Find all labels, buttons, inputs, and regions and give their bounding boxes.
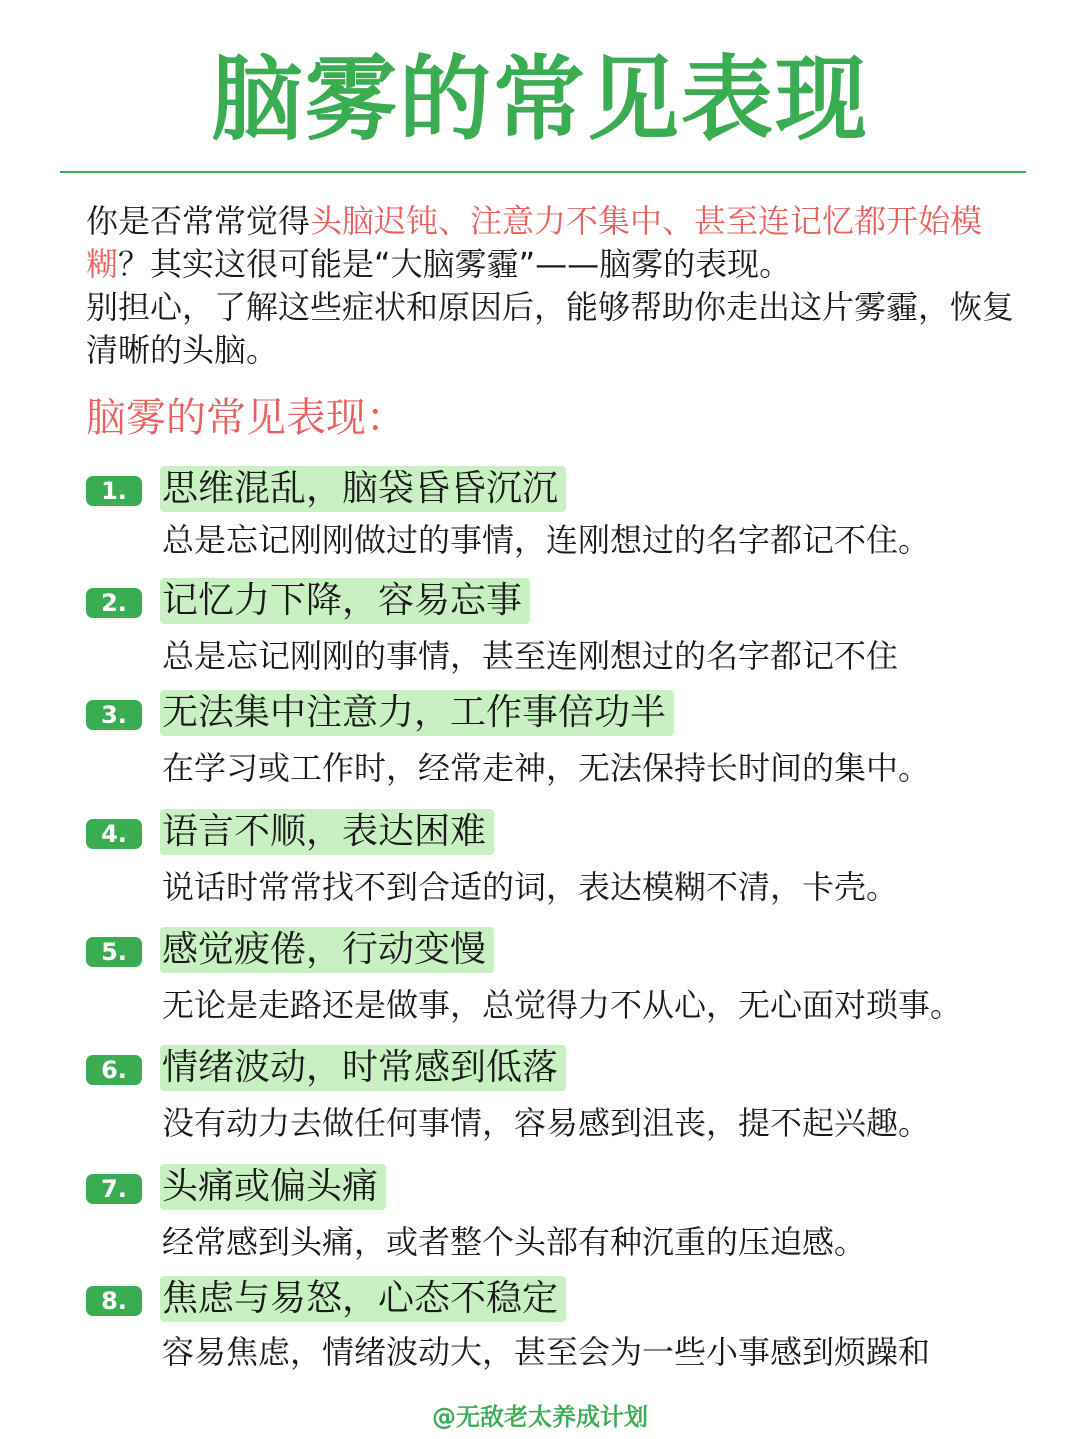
item-heading: 语言不顺，表达困难: [160, 809, 494, 855]
item-number-badge: 3.: [86, 700, 142, 730]
item-heading: 焦虑与易怒，心态不稳定: [160, 1276, 566, 1322]
item-heading: 记忆力下降，容易忘事: [160, 578, 530, 624]
item-description: 无论是走路还是做事，总觉得力不从心，无心面对琐事。: [162, 986, 963, 1024]
intro-highlight: 头脑迟钝、注意力不集中、甚至连记忆都开始模糊: [86, 202, 983, 283]
item-description: 总是忘记刚刚的事情，甚至连刚想过的名字都记不住: [162, 637, 899, 675]
item-description: 在学习或工作时，经常走神，无法保持长时间的集中。: [162, 749, 931, 787]
item-number-badge: 2.: [86, 588, 142, 618]
item-heading: 思维混乱，脑袋昏昏沉沉: [160, 466, 566, 512]
item-description: 总是忘记刚刚做过的事情，连刚想过的名字都记不住。: [162, 521, 931, 559]
item-description: 经常感到头痛，或者整个头部有种沉重的压迫感。: [162, 1223, 867, 1261]
item-number-badge: 1.: [86, 476, 142, 506]
item-description: 容易焦虑，情绪波动大，甚至会为一些小事感到烦躁和: [162, 1333, 931, 1371]
item-description: 说话时常常找不到合适的词，表达模糊不清，卡壳。: [162, 868, 899, 906]
item-heading: 头痛或偏头痛: [160, 1164, 386, 1210]
intro-paragraph: [86, 200, 1016, 372]
item-number-badge: 4.: [86, 819, 142, 849]
item-number-badge: 7.: [86, 1174, 142, 1204]
author-watermark: @无敌老太养成计划: [432, 1403, 648, 1431]
title-divider: [60, 171, 1026, 173]
item-heading: 无法集中注意力，工作事倍功半: [160, 690, 674, 736]
section-heading: 脑雾的常见表现：: [86, 395, 406, 441]
item-number-badge: 6.: [86, 1055, 142, 1085]
page-title: 脑雾的常见表现: [210, 46, 869, 153]
item-number-badge: 5.: [86, 937, 142, 967]
item-heading: 情绪波动，时常感到低落: [160, 1045, 566, 1091]
intro-text: ？其实这很可能是“大脑雾霾”——脑雾的表现。: [118, 245, 792, 283]
item-description: 没有动力去做任何事情，容易感到沮丧，提不起兴趣。: [162, 1104, 931, 1142]
item-heading: 感觉疲倦，行动变慢: [160, 927, 494, 973]
intro-text: 你是否常常觉得: [86, 202, 311, 240]
item-number-badge: 8.: [86, 1286, 142, 1316]
intro-text: 别担心，了解这些症状和原因后，能够帮助你走出这片雾霾，恢复清晰的头脑。: [86, 288, 1015, 369]
